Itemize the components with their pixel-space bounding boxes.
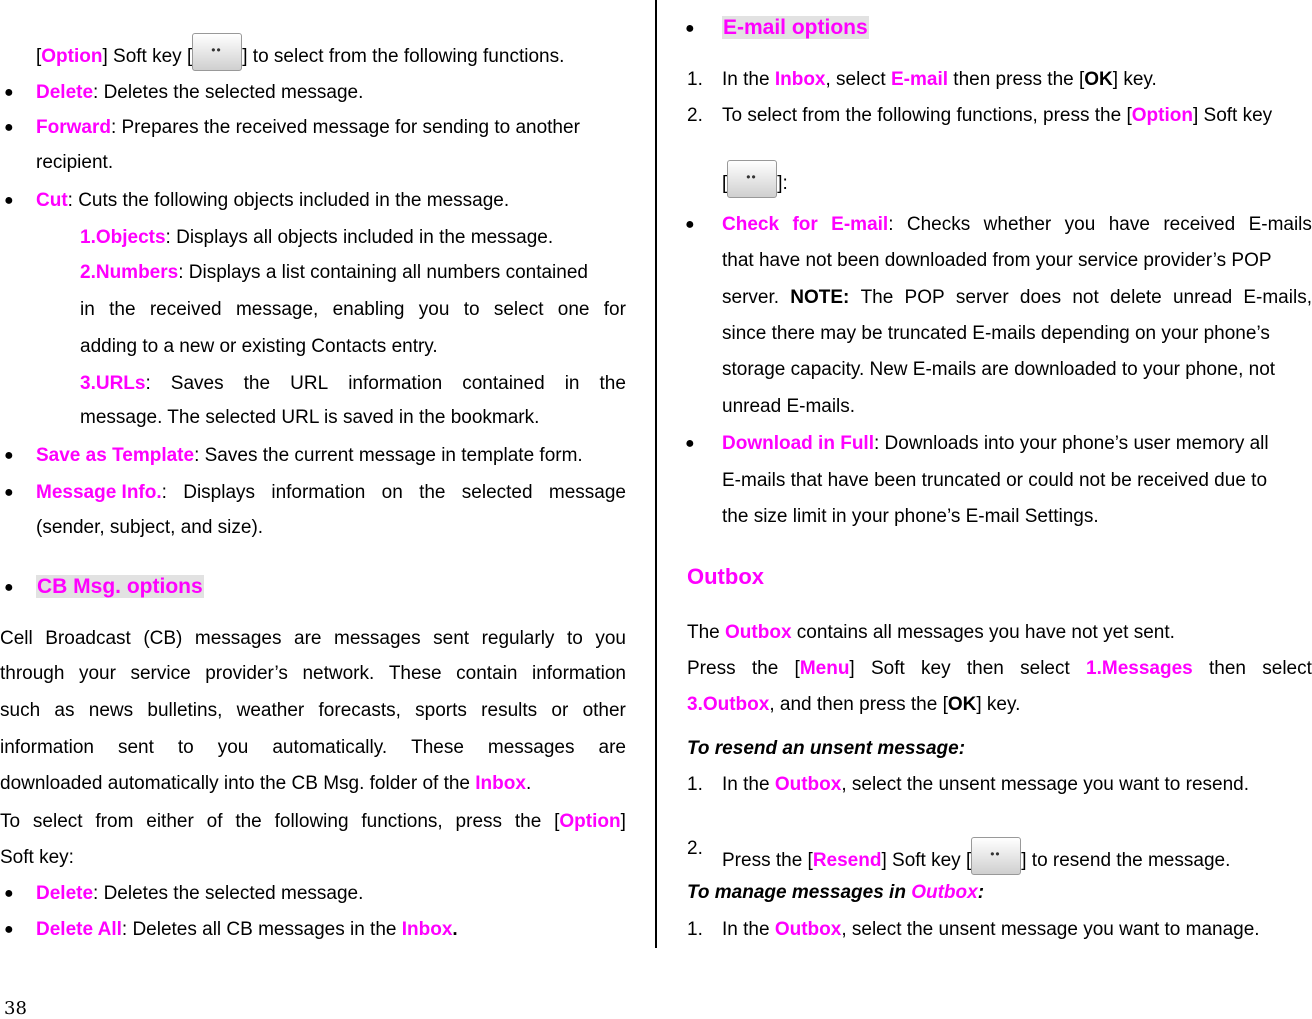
outbox-heading: Outbox [687, 564, 764, 589]
bullet-icon: ● [685, 435, 695, 452]
email-options-heading: E-mail options [723, 16, 868, 39]
cb-select-line2: Soft key: [0, 847, 74, 868]
bullet-icon: ● [4, 192, 14, 209]
forward-item: Forward: Prepares the received message for sending to another [36, 117, 580, 138]
outbox-intro: The Outbox contains all messages you have not yet sent. [687, 622, 1175, 643]
bullet-icon: ● [4, 579, 14, 596]
cb-select-line1: To select from either of the following functions, press the [Option] [0, 811, 626, 832]
cb-options-heading: CB Msg. options [37, 575, 203, 598]
step-number: 1. [687, 919, 703, 940]
outbox-press-line2: 3.Outbox, and then press the [OK] key. [687, 694, 1021, 715]
cb-delete-all-item: Delete All: Deletes all CB messages in the Inbox. [36, 919, 458, 940]
email-step2: To select from the following functions, press the [Option] Soft key [722, 105, 1273, 126]
numbers-subitem-cont2: adding to a new or existing Contacts entry. [80, 336, 438, 357]
step-number: 2. [687, 105, 703, 126]
forward-item-cont: recipient. [36, 152, 114, 173]
urls-subitem: 3.URLs: Saves the URL information contained in the [80, 373, 626, 394]
option-keyword: Option [41, 46, 103, 67]
delete-item: Delete: Deletes the selected message. [36, 82, 364, 103]
bullet-icon: ● [4, 119, 14, 136]
download-full-line3: the size limit in your phone’s E-mail Settings. [722, 506, 1099, 527]
option-intro: [Option] Soft key [•• ] to select from the following functions. [36, 33, 564, 71]
step-number: 2. [687, 838, 703, 859]
cb-para-line4: information sent to you automatically. These messages are [0, 737, 626, 758]
manage-step1: In the Outbox, select the unsent message you want to manage. [722, 919, 1260, 940]
check-email-line3: server. NOTE: The POP server does not delete unread E-mails, [722, 287, 1312, 308]
email-step2-key: [•• ]: [722, 160, 788, 198]
bullet-icon: ● [4, 921, 14, 938]
resend-step1: In the Outbox, select the unsent message you want to resend. [722, 774, 1250, 795]
bullet-icon: ● [4, 84, 14, 101]
soft-key-icon [192, 33, 242, 71]
bullet-icon: ● [4, 885, 14, 902]
bullet-icon: ● [4, 484, 14, 501]
check-email-line2: that have not been downloaded from your service provider’s POP [722, 250, 1272, 271]
check-email-line5: storage capacity. New E-mails are downloaded to your phone, not [722, 359, 1276, 380]
numbers-subitem-cont: in the received message, enabling you to select one for [80, 299, 626, 320]
numbers-subitem: 2.Numbers: Displays a list containing all numbers contained [80, 262, 588, 283]
manage-heading: To manage messages in Outbox: [687, 882, 985, 903]
message-info-item: Message Info.: Displays information on the selected message [36, 482, 626, 503]
bullet-icon: ● [685, 20, 695, 37]
step-number: 1. [687, 69, 703, 90]
download-full-item: Download in Full: Downloads into your phone’s user memory all [722, 433, 1269, 454]
check-email-line4: since there may be truncated E-mails depending on your phone’s [722, 323, 1270, 344]
cb-para-line5: downloaded automatically into the CB Msg. folder of the Inbox. [0, 773, 532, 794]
cb-para-line1: Cell Broadcast (CB) messages are messages sent regularly to you [0, 628, 626, 649]
resend-heading: To resend an unsent message: [687, 738, 966, 759]
urls-subitem-cont: message. The selected URL is saved in the bookmark. [80, 407, 540, 428]
objects-subitem: 1.Objects: Displays all objects included in the message. [80, 227, 554, 248]
cb-delete-item: Delete: Deletes the selected message. [36, 883, 364, 904]
column-divider [655, 0, 657, 948]
resend-step2: Press the [Resend] Soft key [•• ] to resend the message. [722, 837, 1230, 875]
soft-key-icon [727, 160, 777, 198]
cb-para-line3: such as news bulletins, weather forecasts, sports results or other [0, 700, 626, 721]
soft-key-icon [971, 837, 1021, 875]
bullet-icon: ● [685, 216, 695, 233]
message-info-cont: (sender, subject, and size). [36, 517, 264, 538]
email-step1: In the Inbox, select E-mail then press the [OK] key. [722, 69, 1157, 90]
bullet-icon: ● [4, 447, 14, 464]
cut-item: Cut: Cuts the following objects included in the message. [36, 190, 510, 211]
cb-para-line2: through your service provider’s network. These contain information [0, 663, 626, 684]
check-email-line6: unread E-mails. [722, 396, 856, 417]
step-number: 1. [687, 774, 703, 795]
save-template-item: Save as Template: Saves the current message in template form. [36, 445, 583, 466]
check-email-item: Check for E-mail: Checks whether you have received E-mails [722, 214, 1312, 235]
page-number: 38 [4, 998, 27, 1019]
outbox-press-line1: Press the [Menu] Soft key then select 1.Messages then select [687, 658, 1312, 679]
download-full-line2: E-mails that have been truncated or could not be received due to [722, 470, 1268, 491]
